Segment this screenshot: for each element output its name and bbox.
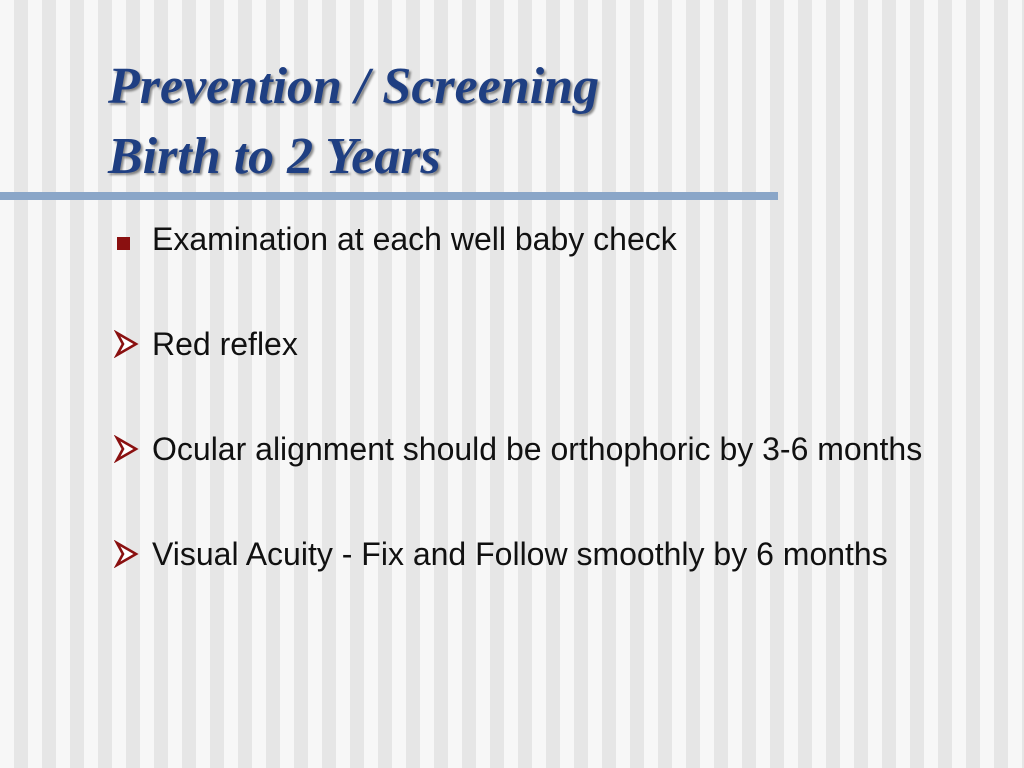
arrow-bullet-icon <box>114 435 140 463</box>
bullet-item <box>112 323 992 366</box>
bullet-item <box>112 218 992 261</box>
title-underline-rule <box>0 192 778 200</box>
bullet-list <box>112 218 992 576</box>
arrow-bullet-icon <box>114 330 140 358</box>
bullet-item <box>112 533 992 576</box>
slide-title-line-2: Birth to 2 Years <box>108 128 441 185</box>
bullet-text: Ocular alignment should be orthophoric by 3-6 months <box>152 431 923 467</box>
bullet-text: Examination at each well baby check <box>152 221 677 257</box>
bullet-text: Red reflex <box>152 326 298 362</box>
square-bullet-icon <box>117 237 130 250</box>
arrow-bullet-icon <box>114 540 140 568</box>
slide-title <box>108 52 599 192</box>
bullet-text: Visual Acuity - Fix and Follow smoothly by 6 months <box>152 536 888 572</box>
bullet-item <box>112 428 992 471</box>
slide-title-line-1: Prevention / Screening <box>108 58 600 115</box>
